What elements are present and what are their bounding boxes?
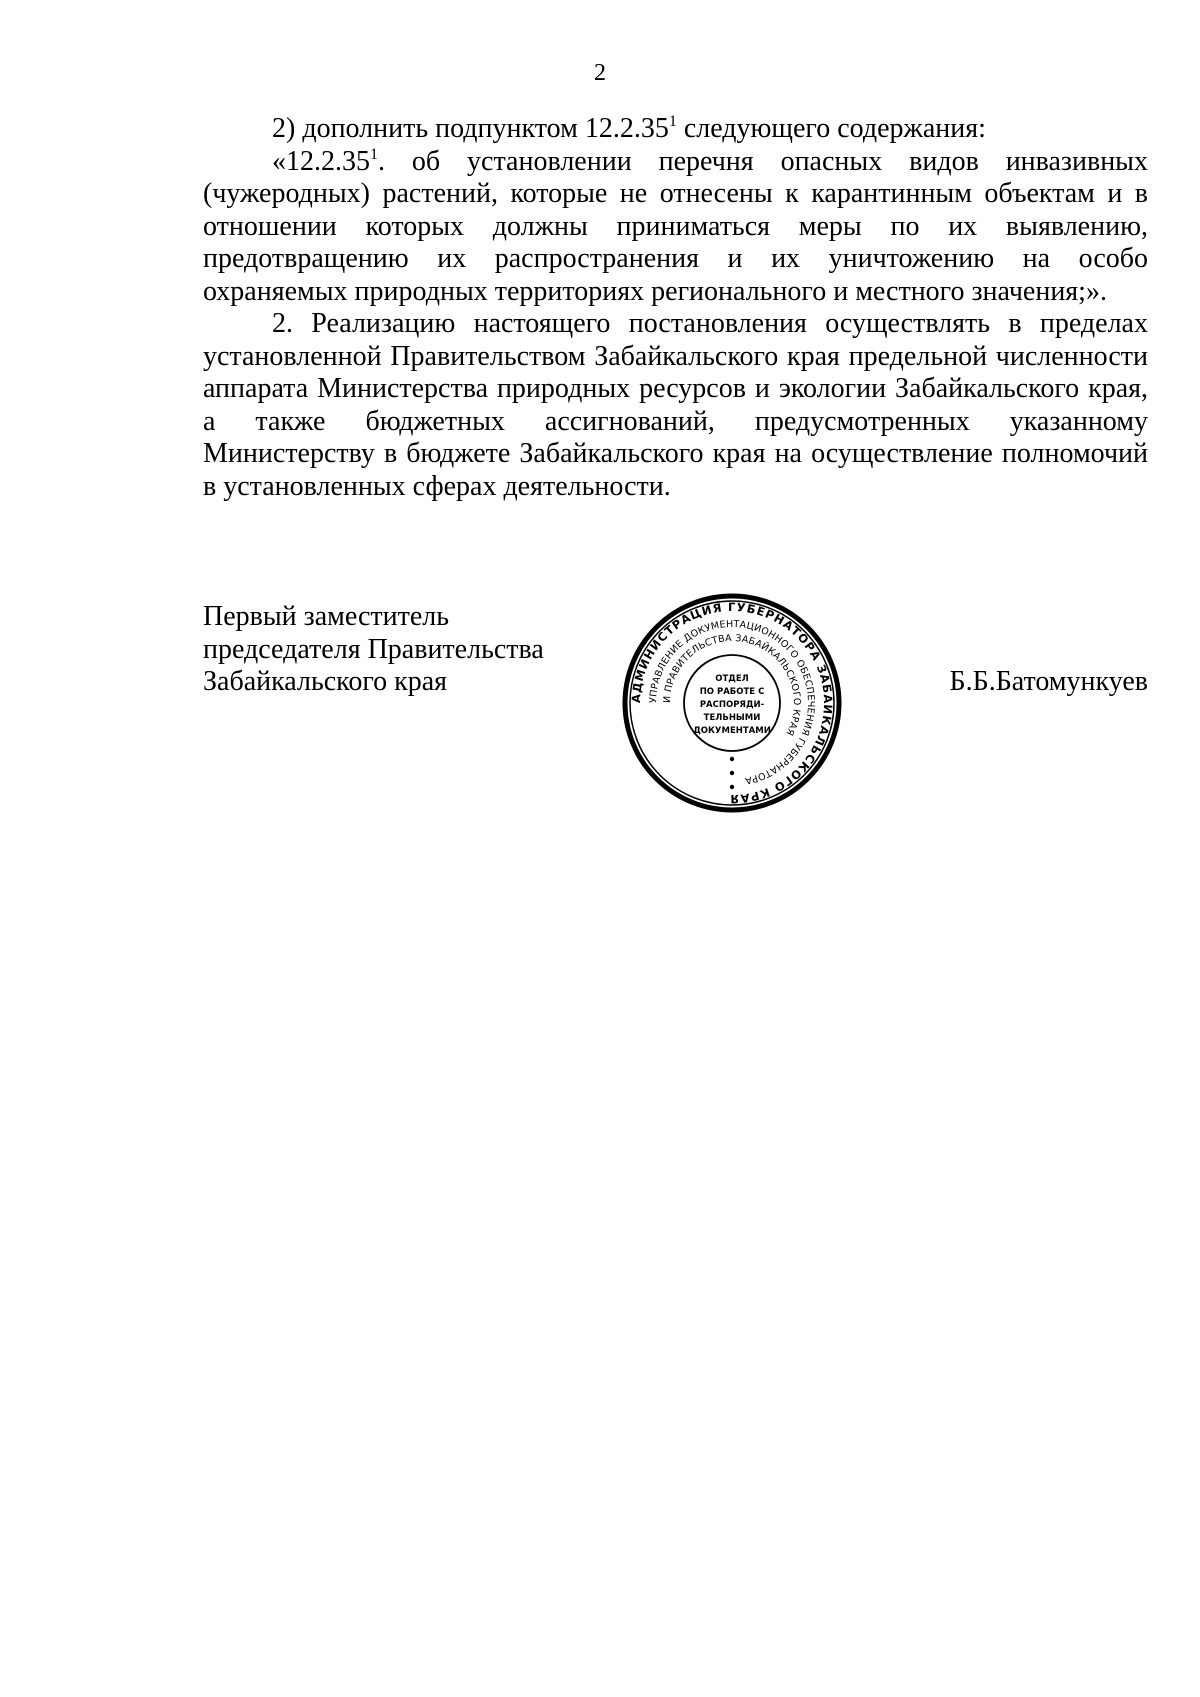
seal-middle-text: УПРАВЛЕНИЕ ДОКУМЕНТАЦИОННОГО ОБЕСПЕЧЕНИЯ ГУБЕРНАТОРА	[647, 618, 817, 786]
seal-dot	[730, 771, 734, 775]
seal-inner-text: И ПРАВИТЕЛЬСТВА ЗАБАЙКАЛЬСКОГО КРАЯ	[661, 632, 803, 738]
signatory-title-line: председателя Правительства	[203, 633, 544, 665]
page-number: 2	[594, 60, 606, 86]
seal-center-line: ДОКУМЕНТАМИ	[693, 726, 771, 736]
seal-dot	[730, 785, 734, 789]
paragraph-subitem-superscript: 1	[370, 145, 378, 163]
seal-center-line: ПО РАБОТЕ С	[699, 687, 765, 697]
paragraph-item-1-superscript: 1	[668, 113, 677, 130]
paragraph-item-1-lead: 2) дополнить подпунктом 12.2.35	[272, 113, 669, 144]
paragraph-subitem-text	[203, 146, 1148, 309]
seal-outer-text: АДМИНИСТРАЦИЯ ГУБЕРНАТОРА ЗАБАЙКАЛЬСКОГО КРАЯ	[628, 599, 836, 807]
signatory-title-line: Первый заместитель	[203, 601, 450, 632]
paragraph-item-1-tail: следующего содержания:	[676, 113, 986, 144]
paragraph-subitem-lead: «12.2.35	[272, 145, 370, 177]
seal-center-line: РАСПОРЯДИ-	[699, 700, 765, 710]
official-seal-stamp	[621, 592, 843, 814]
paragraph-item-1	[203, 113, 1148, 146]
seal-graphic	[621, 592, 843, 814]
paragraph-item-2: 2. Реализацию настоящего постановления осуществлять в пределах установленной Правительством Забайкальского края предельной численности аппарата Министерства природных ресурсов и экологии Забайкальского края, а также бюджетных ассигнований, предусмотренных указанному Министерству в бюджете Забайкальского края на осуществление полномочий в установленных сферах деятельности.	[203, 308, 1148, 502]
signatory-title	[203, 601, 623, 699]
signatory-name: Б.Б.Батомункуев	[949, 666, 1148, 697]
seal-center-line: ОТДЕЛ	[715, 674, 749, 684]
signatory-title-line: Забайкальского края	[203, 666, 448, 697]
paragraph-subitem-tail: . об установлении перечня опасных видов инвазивных (чужеродных) растений, которые не отнесены к карантинным объектам и в отношении которых должны приниматься меры по их выявлению, предотвращению их распространения и их уничтожению на особо охраняемых природных территориях регионального и местного значения;».	[203, 145, 1148, 307]
seal-center-line: ТЕЛЬНЫМИ	[703, 713, 761, 723]
seal-dot	[730, 757, 734, 761]
body-text	[203, 113, 1148, 503]
